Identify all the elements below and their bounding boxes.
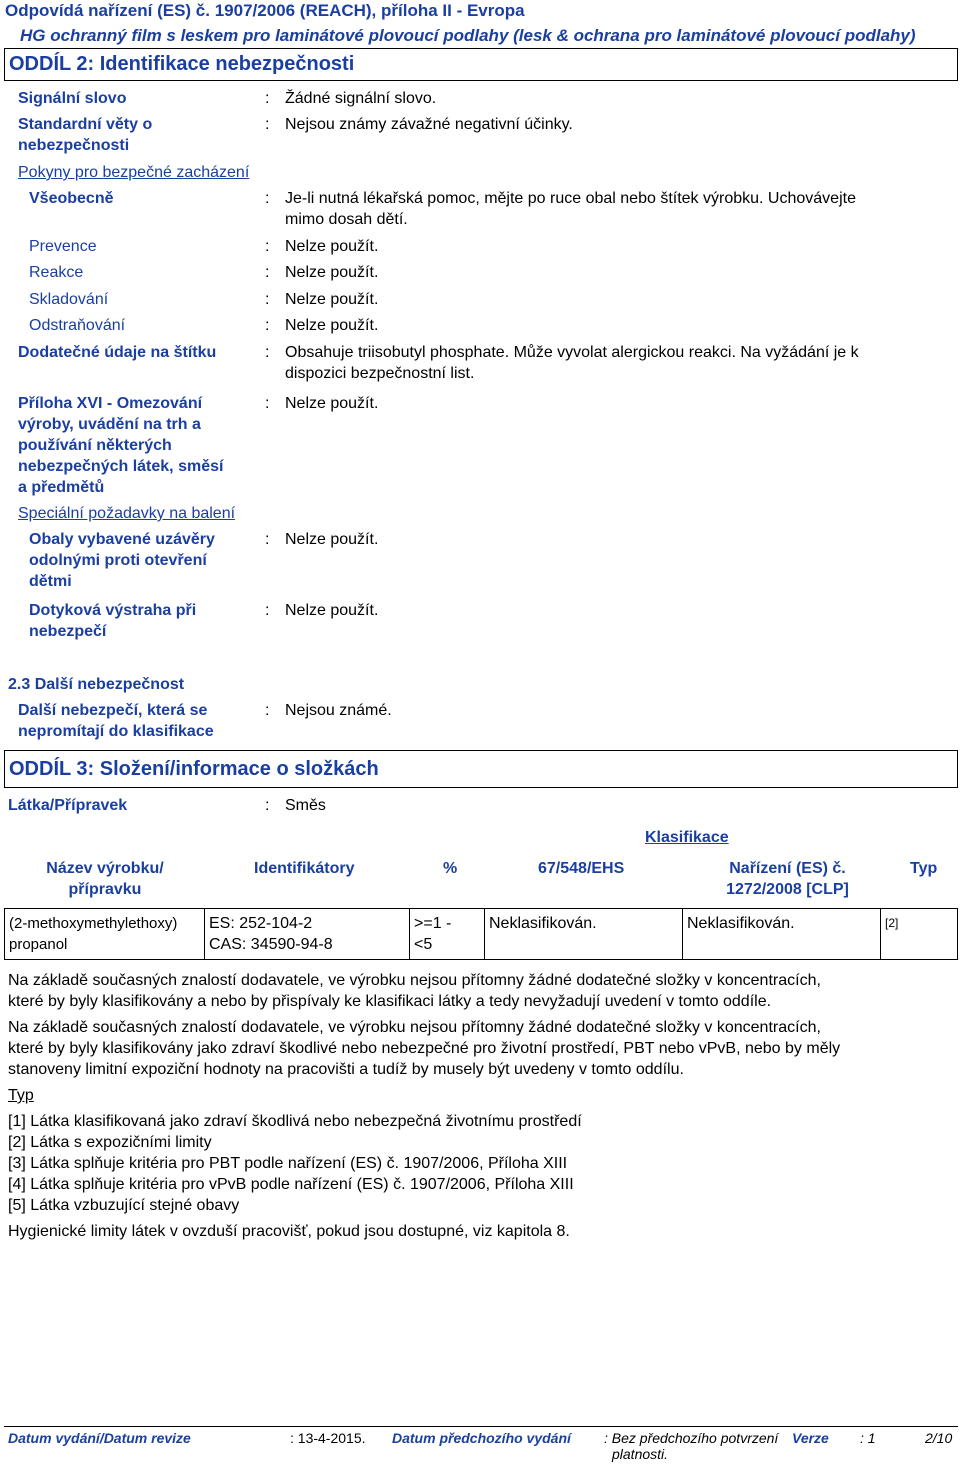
col-clp-header-line: Nařízení (ES) č.	[729, 860, 846, 877]
tactile-label-line: Dotyková výstraha při	[29, 602, 197, 619]
colon: :	[265, 190, 270, 207]
signal-word-label: Signální slovo	[18, 90, 127, 107]
paragraph-line: které by byly klasifikovány jako zdraví škodlivé nebo nebezpečné pro životní prostředí, PBT nebo vPvB, nebo by měly	[8, 1040, 841, 1057]
colon: :	[265, 702, 270, 719]
general-value-2: mimo dosah dětí.	[285, 211, 408, 228]
general-value-1: Je-li nutná lékařská pomoc, mějte po ruce obal nebo štítek výrobku. Uchovávejte	[285, 190, 856, 207]
child-resistant-label-line: odolnými proti otevření	[29, 552, 207, 569]
footer-version-value: : 1	[860, 1430, 876, 1446]
annex17-label-line: a předmětů	[18, 479, 105, 496]
col-clp-header-line: 1272/2008 [CLP]	[726, 881, 849, 898]
col-name-header-line: Název výrobku/	[46, 860, 164, 877]
supplemental-label: Dodatečné údaje na štítku	[18, 344, 217, 361]
hazard-statements-label-1: Standardní věty o	[18, 116, 153, 133]
paragraph-line: stanoveny limitní expoziční hodnoty na pracovišti a tudíž by musely být uvedeny v tomto oddílu.	[8, 1061, 684, 1078]
col-ident-header: Identifikátory	[254, 860, 355, 877]
cell-clp: Neklasifikován.	[683, 909, 881, 960]
substance-label: Látka/Přípravek	[8, 797, 128, 814]
colon: :	[265, 797, 270, 814]
colon: :	[265, 317, 270, 334]
storage-label: Skladování	[29, 291, 109, 308]
colon: :	[265, 90, 270, 107]
col-clp-header	[700, 858, 875, 900]
type-heading: Typ	[8, 1087, 34, 1104]
colon: :	[265, 238, 270, 255]
cell-text: >=1 -	[414, 915, 452, 932]
type-note: [4] Látka splňuje kritéria pro vPvB podle nařízení (ES) č. 1907/2006, Příloha XIII	[8, 1176, 574, 1193]
other-hazards-label-line: nepromítají do klasifikace	[18, 723, 214, 740]
annex17-label	[18, 393, 223, 498]
col-percent-header: %	[443, 860, 458, 877]
cell-ident	[205, 909, 410, 960]
composition-table	[4, 908, 958, 960]
paragraph-1	[8, 970, 821, 1012]
hygiene-note: Hygienické limity látek v ovzduší pracovišť, pokud jsou dostupné, viz kapitola 8.	[8, 1223, 570, 1240]
hazard-statements-value: Nejsou známy závažné negativní účinky.	[285, 116, 573, 133]
paragraph-line: Na základě současných znalostí dodavatele, ve výrobku nejsou přítomny žádné dodatečné složky v koncentracích,	[8, 1019, 821, 1036]
colon: :	[265, 602, 270, 619]
type-note: [3] Látka splňuje kritéria pro PBT podle nařízení (ES) č. 1907/2006, Příloha XIII	[8, 1155, 568, 1172]
col-name-header	[10, 858, 200, 900]
child-resistant-label-line: dětmi	[29, 573, 72, 590]
supplemental-value-2: dispozici bezpečnostní list.	[285, 365, 475, 382]
footer-divider	[4, 1426, 958, 1427]
type-note: [2] Látka s expozičními limity	[8, 1134, 212, 1151]
signal-word-value: Žádné signální slovo.	[285, 90, 437, 107]
annex17-label-line: nebezpečných látek, směsí	[18, 458, 224, 475]
col-type-header: Typ	[910, 860, 938, 877]
colon: :	[265, 531, 270, 548]
cell-type: [2]	[881, 909, 958, 960]
footer-prev-value	[604, 1430, 778, 1462]
cell-name	[5, 909, 205, 960]
other-hazards-heading: 2.3 Další nebezpečnost	[8, 676, 185, 693]
disposal-value: Nelze použít.	[285, 317, 379, 334]
colon: :	[265, 291, 270, 308]
child-resistant-value: Nelze použít.	[285, 531, 379, 548]
other-hazards-value: Nejsou známé.	[285, 702, 392, 719]
cell-percent	[410, 909, 485, 960]
section2-title: ODDÍL 2: Identifikace nebezpečnosti	[4, 48, 958, 81]
child-resistant-label	[29, 529, 215, 592]
table-row	[5, 909, 958, 960]
annex17-label-line: Příloha XVI - Omezování	[18, 395, 203, 412]
response-label: Reakce	[29, 264, 84, 281]
packaging-heading: Speciální požadavky na balení	[18, 505, 236, 522]
response-value: Nelze použít.	[285, 264, 379, 281]
paragraph-2	[8, 1017, 840, 1080]
colon: :	[265, 116, 270, 133]
footer-issue-value: : 13-4-2015.	[290, 1430, 366, 1446]
cell-text: CAS: 34590-94-8	[209, 936, 333, 953]
footer-prev-label: Datum předchozího vydání	[392, 1430, 571, 1446]
col-eec-header: 67/548/EHS	[538, 860, 625, 877]
prevention-value: Nelze použít.	[285, 238, 379, 255]
storage-value: Nelze použít.	[285, 291, 379, 308]
annex17-label-line: výroby, uvádění na trh a	[18, 416, 201, 433]
section3-title: ODDÍL 3: Složení/informace o složkách	[4, 750, 958, 788]
footer-version-label: Verze	[792, 1430, 829, 1446]
colon: :	[265, 344, 270, 361]
colon: :	[265, 264, 270, 281]
footer-page-number: 2/10	[925, 1430, 953, 1446]
regulation-header: Odpovídá nařízení (ES) č. 1907/2006 (REACH), příloha II - Evropa	[5, 1, 525, 20]
cell-text: ES: 252-104-2	[209, 915, 313, 932]
colon: :	[265, 395, 270, 412]
prevention-label: Prevence	[29, 238, 97, 255]
other-hazards-label	[18, 700, 214, 742]
cell-eec: Neklasifikován.	[485, 909, 683, 960]
annex17-value: Nelze použít.	[285, 395, 379, 412]
annex17-label-line: používání některých	[18, 437, 172, 454]
precautionary-heading: Pokyny pro bezpečné zacházení	[18, 164, 250, 181]
substance-value: Směs	[285, 797, 326, 814]
type-notes	[8, 1111, 582, 1216]
type-note: [1] Látka klasifikovaná jako zdraví škodlivá nebo nebezpečná životnímu prostředí	[8, 1113, 582, 1130]
cell-text: propanol	[9, 936, 68, 953]
type-note: [5] Látka vzbuzující stejné obavy	[8, 1197, 240, 1214]
other-hazards-label-line: Další nebezpečí, která se	[18, 702, 208, 719]
hazard-statements-label-2: nebezpečnosti	[18, 137, 130, 154]
classification-heading: Klasifikace	[645, 829, 729, 846]
supplemental-value-1: Obsahuje triisobutyl phosphate. Může vyvolat alergickou reakci. Na vyžádání je k	[285, 344, 859, 361]
col-name-header-line: přípravku	[68, 881, 142, 898]
child-resistant-label-line: Obaly vybavené uzávěry	[29, 531, 215, 548]
tactile-value: Nelze použít.	[285, 602, 379, 619]
paragraph-line: které by byly klasifikovány a nebo by přispívaly ke klasifikaci látky a tedy nevyžadují uvedení v tomto oddíle.	[8, 993, 772, 1010]
tactile-label-line: nebezpečí	[29, 623, 107, 640]
footer-prev-value-line: platnosti.	[612, 1446, 669, 1462]
cell-text: <5	[414, 936, 433, 953]
product-header: HG ochranný film s leskem pro laminátové plovoucí podlahy (lesk & ochrana pro laminátové plovoucí podlahy)	[20, 26, 916, 45]
general-label: Všeobecně	[29, 190, 114, 207]
tactile-label	[29, 600, 196, 642]
cell-text: (2-methoxymethylethoxy)	[9, 915, 178, 932]
disposal-label: Odstraňování	[29, 317, 126, 334]
footer-prev-value-line: : Bez předchozího potvrzení	[604, 1430, 779, 1446]
footer-issue-label: Datum vydání/Datum revize	[8, 1430, 191, 1446]
paragraph-line: Na základě současných znalostí dodavatele, ve výrobku nejsou přítomny žádné dodatečné složky v koncentracích,	[8, 972, 821, 989]
